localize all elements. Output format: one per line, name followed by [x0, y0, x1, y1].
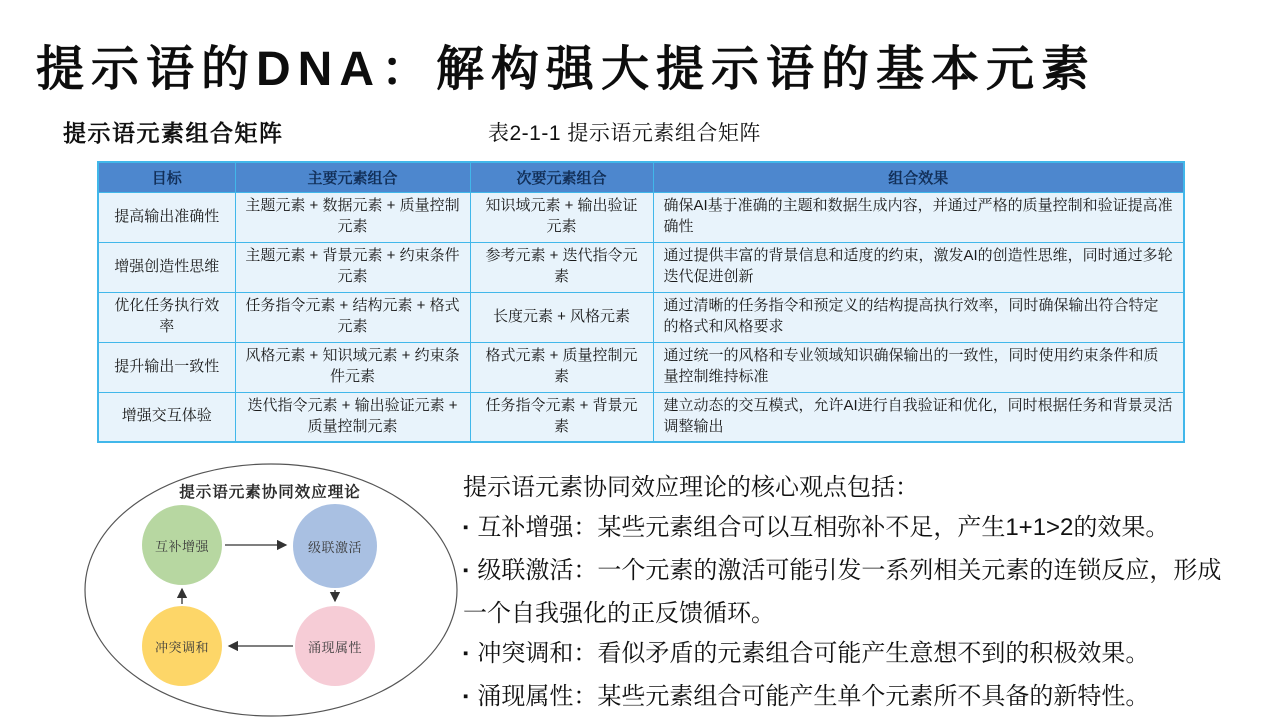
notes-intro: 提示语元素协同效应理论的核心观点包括：	[463, 474, 919, 501]
table-row	[98, 392, 1184, 442]
table-row	[98, 192, 1184, 242]
secondary-cell: 格式元素 + 质量控制元素	[470, 342, 653, 392]
primary-cell: 主题元素 + 背景元素 + 约束条件元素	[235, 242, 470, 292]
bullet-icon: ▪	[463, 562, 469, 579]
table-row	[98, 242, 1184, 292]
primary-cell: 主题元素 + 数据元素 + 质量控制元素	[235, 192, 470, 242]
bullet-icon: ▪	[463, 645, 469, 662]
column-header-secondary: 次要元素组合	[470, 162, 653, 192]
goal-cell: 优化任务执行效率	[98, 292, 235, 342]
page-title: 提示语的DNA：解构强大提示语的基本元素	[36, 43, 1096, 96]
synergy-cycle-diagram	[82, 460, 462, 718]
node-label: 级联激活	[307, 539, 362, 555]
column-header-goal: 目标	[98, 162, 235, 192]
effect-cell: 建立动态的交互模式，允许AI进行自我验证和优化，同时根据任务和背景灵活调整输出	[653, 392, 1184, 442]
note-bullet	[463, 508, 1235, 551]
node-cascade-activation	[293, 504, 377, 588]
diagram-title: 提示语元素协同效应理论	[179, 484, 361, 501]
bullet-text: 冲突调和：看似矛盾的元素组合可能产生意想不到的积极效果。	[477, 640, 1150, 667]
bullet-text: 级联激活：一个元素的激活可能引发一系列相关元素的连锁反应，形成一个自我强化的正反馈循环。	[463, 557, 1222, 627]
node-label: 互补增强	[154, 538, 209, 554]
element-combination-matrix	[97, 161, 1185, 443]
table-row	[98, 342, 1184, 392]
secondary-cell: 任务指令元素 + 背景元素	[470, 392, 653, 442]
primary-cell: 风格元素 + 知识域元素 + 约束条件元素	[235, 342, 470, 392]
effect-cell: 通过清晰的任务指令和预定义的结构提高执行效率，同时确保输出符合特定的格式和风格要求	[653, 292, 1184, 342]
goal-cell: 提升输出一致性	[98, 342, 235, 392]
note-bullet	[463, 551, 1235, 634]
effect-cell: 通过提供丰富的背景信息和适度的约束，激发AI的创造性思维，同时通过多轮迭代促进创新	[653, 242, 1184, 292]
table-row	[98, 292, 1184, 342]
effect-cell: 通过统一的风格和专业领域知识确保输出的一致性，同时使用约束条件和质量控制维持标准	[653, 342, 1184, 392]
section-heading: 提示语元素组合矩阵	[63, 120, 284, 146]
table-header-row	[98, 162, 1184, 192]
table-caption: 表2-1-1 提示语元素组合矩阵	[488, 122, 761, 145]
secondary-cell: 长度元素 + 风格元素	[470, 292, 653, 342]
goal-cell: 增强交互体验	[98, 392, 235, 442]
bullet-text: 涌现属性：某些元素组合可能产生单个元素所不具备的新特性。	[477, 683, 1150, 710]
node-label: 涌现属性	[307, 639, 362, 655]
column-header-effect: 组合效果	[653, 162, 1184, 192]
node-complementary-enhancement	[142, 505, 222, 585]
node-emergent-property	[295, 606, 375, 686]
bullet-text: 互补增强：某些元素组合可以互相弥补不足，产生1+1>2的效果。	[477, 514, 1170, 541]
secondary-cell: 知识域元素 + 输出验证元素	[470, 192, 653, 242]
note-bullet	[463, 677, 1235, 720]
goal-cell: 提高输出准确性	[98, 192, 235, 242]
bullet-icon: ▪	[463, 519, 469, 536]
notes-block	[463, 468, 1235, 720]
node-conflict-reconciliation	[142, 606, 222, 686]
bullet-icon: ▪	[463, 688, 469, 705]
column-header-primary: 主要元素组合	[235, 162, 470, 192]
goal-cell: 增强创造性思维	[98, 242, 235, 292]
primary-cell: 任务指令元素 + 结构元素 + 格式元素	[235, 292, 470, 342]
note-bullet	[463, 634, 1235, 677]
secondary-cell: 参考元素 + 迭代指令元素	[470, 242, 653, 292]
effect-cell: 确保AI基于准确的主题和数据生成内容，并通过严格的质量控制和验证提高准确性	[653, 192, 1184, 242]
node-label: 冲突调和	[154, 639, 209, 655]
primary-cell: 迭代指令元素 + 输出验证元素 + 质量控制元素	[235, 392, 470, 442]
